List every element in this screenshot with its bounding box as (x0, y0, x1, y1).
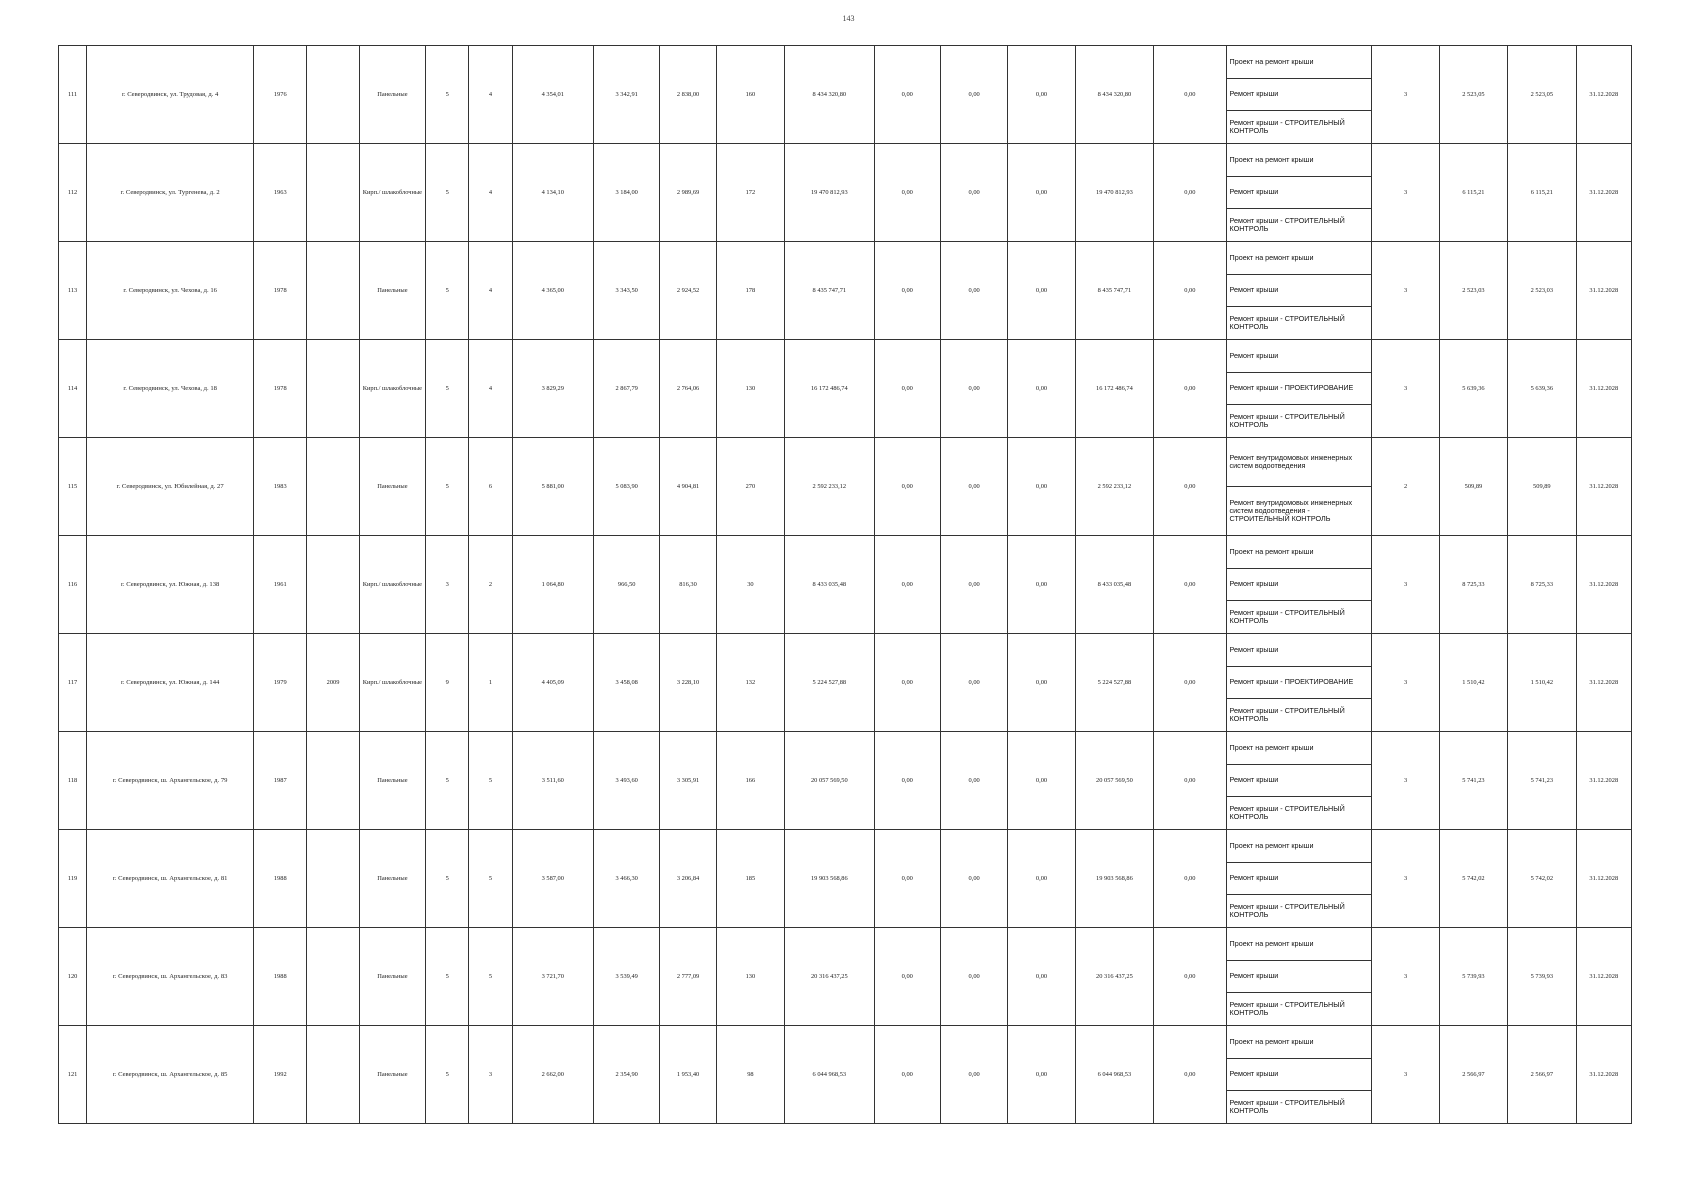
unit-cost-cell: 1 510,42 (1439, 634, 1507, 732)
owners-fund-cell: 8 434 320,80 (1075, 46, 1153, 144)
work-type-item: Ремонт крыши - СТРОИТЕЛЬНЫЙ КОНТРОЛЬ (1229, 411, 1345, 430)
fund-3-cell: 0,00 (1008, 340, 1075, 438)
other-fund-cell: 0,00 (1154, 1026, 1226, 1124)
fund-2-cell: 0,00 (940, 732, 1007, 830)
unit-cost-cell: 2 566,97 (1439, 1026, 1507, 1124)
limit-cost-cell: 2 523,03 (1508, 242, 1576, 340)
work-types-list (1227, 144, 1372, 241)
fund-1-cell: 0,00 (874, 46, 940, 144)
work-count-cell: 3 (1372, 144, 1439, 242)
address-cell: г. Северодвинск, ул. Чехова, д. 18 (87, 340, 254, 438)
fund-2-cell: 0,00 (940, 634, 1007, 732)
year-reconstruction-cell: 2009 (307, 634, 359, 732)
work-type-item: Проект на ремонт крыши (1227, 1026, 1372, 1059)
floors-cell: 5 (426, 46, 469, 144)
residents-cell: 130 (716, 928, 784, 1026)
work-count-cell: 3 (1372, 830, 1439, 928)
total-cost-cell: 8 433 035,48 (785, 536, 875, 634)
entrances-cell: 5 (469, 830, 512, 928)
deadline-cell: 31.12.2028 (1576, 340, 1631, 438)
entrances-cell: 2 (469, 536, 512, 634)
year-reconstruction-cell (307, 242, 359, 340)
year-built-cell: 1976 (254, 46, 307, 144)
work-type-item: Ремонт крыши - СТРОИТЕЛЬНЫЙ КОНТРОЛЬ (1229, 901, 1345, 920)
other-fund-cell: 0,00 (1154, 732, 1226, 830)
other-fund-cell: 0,00 (1154, 830, 1226, 928)
deadline-cell: 31.12.2028 (1576, 46, 1631, 144)
fund-2-cell: 0,00 (940, 242, 1007, 340)
total-area-cell: 4 405,09 (512, 634, 593, 732)
work-type-item: Ремонт внутридомовых инженерных систем водоотведения - СТРОИТЕЛЬНЫЙ КОНТРОЛЬ (1229, 497, 1353, 524)
wall-material-cell: Панельные (359, 46, 425, 144)
limit-cost-cell: 5 741,23 (1508, 732, 1576, 830)
table-row (59, 144, 1632, 242)
living-area-cell: 3 466,30 (594, 830, 660, 928)
address-cell: г. Северодвинск, ш. Архангельское, д. 81 (87, 830, 254, 928)
limit-cost-cell: 509,89 (1508, 438, 1576, 536)
residential-area-cell: 2 777,09 (660, 928, 716, 1026)
floors-cell: 5 (426, 340, 469, 438)
other-fund-cell: 0,00 (1154, 242, 1226, 340)
work-type-item: Ремонт крыши - ПРОЕКТИРОВАНИЕ (1227, 667, 1372, 700)
living-area-cell: 3 458,08 (594, 634, 660, 732)
address-cell: г. Северодвинск, ул. Трудовая, д. 4 (87, 46, 254, 144)
fund-1-cell: 0,00 (874, 144, 940, 242)
floors-cell: 5 (426, 732, 469, 830)
fund-1-cell: 0,00 (874, 1026, 940, 1124)
residential-area-cell: 3 305,91 (660, 732, 716, 830)
work-type-item: Проект на ремонт крыши (1227, 242, 1372, 275)
work-count-cell: 3 (1372, 928, 1439, 1026)
residents-cell: 166 (716, 732, 784, 830)
living-area-cell: 3 342,91 (594, 46, 660, 144)
fund-1-cell: 0,00 (874, 830, 940, 928)
table-row (59, 1026, 1632, 1124)
residents-cell: 172 (716, 144, 784, 242)
entrances-cell: 4 (469, 340, 512, 438)
total-cost-cell: 19 903 568,86 (785, 830, 875, 928)
work-type-item: Проект на ремонт крыши (1227, 46, 1372, 79)
floors-cell: 5 (426, 438, 469, 536)
address-cell: г. Северодвинск, ш. Архангельское, д. 85 (87, 1026, 254, 1124)
deadline-cell: 31.12.2028 (1576, 928, 1631, 1026)
residents-cell: 185 (716, 830, 784, 928)
floors-cell: 5 (426, 144, 469, 242)
floors-cell: 3 (426, 536, 469, 634)
total-cost-cell: 20 316 437,25 (785, 928, 875, 1026)
limit-cost-cell: 1 510,42 (1508, 634, 1576, 732)
residents-cell: 132 (716, 634, 784, 732)
total-area-cell: 3 721,70 (512, 928, 593, 1026)
work-type-item: Ремонт крыши - СТРОИТЕЛЬНЫЙ КОНТРОЛЬ (1229, 999, 1345, 1018)
owners-fund-cell: 5 224 527,88 (1075, 634, 1153, 732)
work-types-cell (1226, 340, 1372, 438)
limit-cost-cell: 8 725,33 (1508, 536, 1576, 634)
work-type-item: Проект на ремонт крыши (1227, 732, 1372, 765)
table-row (59, 536, 1632, 634)
living-area-cell: 2 867,79 (594, 340, 660, 438)
fund-1-cell: 0,00 (874, 732, 940, 830)
row-number: 117 (59, 634, 87, 732)
work-type-item: Ремонт крыши (1227, 765, 1372, 798)
work-type-item: Ремонт крыши - СТРОИТЕЛЬНЫЙ КОНТРОЛЬ (1229, 705, 1345, 724)
wall-material-cell: Панельные (359, 732, 425, 830)
owners-fund-cell: 8 435 747,71 (1075, 242, 1153, 340)
fund-2-cell: 0,00 (940, 1026, 1007, 1124)
limit-cost-cell: 5 639,36 (1508, 340, 1576, 438)
fund-3-cell: 0,00 (1008, 928, 1075, 1026)
year-built-cell: 1963 (254, 144, 307, 242)
limit-cost-cell: 2 523,05 (1508, 46, 1576, 144)
fund-1-cell: 0,00 (874, 242, 940, 340)
work-type-item: Проект на ремонт крыши (1227, 830, 1372, 863)
year-built-cell: 1978 (254, 242, 307, 340)
work-count-cell: 3 (1372, 46, 1439, 144)
address-cell: г. Северодвинск, ш. Архангельское, д. 83 (87, 928, 254, 1026)
total-cost-cell: 2 592 233,12 (785, 438, 875, 536)
fund-2-cell: 0,00 (940, 340, 1007, 438)
total-area-cell: 2 662,00 (512, 1026, 593, 1124)
entrances-cell: 4 (469, 46, 512, 144)
fund-3-cell: 0,00 (1008, 732, 1075, 830)
wall-material-cell: Кирп./ шлакоблочные (359, 340, 425, 438)
work-types-cell (1226, 928, 1372, 1026)
row-number: 116 (59, 536, 87, 634)
owners-fund-cell: 16 172 486,74 (1075, 340, 1153, 438)
fund-1-cell: 0,00 (874, 928, 940, 1026)
work-type-item: Ремонт крыши - СТРОИТЕЛЬНЫЙ КОНТРОЛЬ (1229, 1097, 1345, 1116)
floors-cell: 5 (426, 1026, 469, 1124)
work-types-cell (1226, 830, 1372, 928)
deadline-cell: 31.12.2028 (1576, 536, 1631, 634)
fund-3-cell: 0,00 (1008, 46, 1075, 144)
fund-2-cell: 0,00 (940, 144, 1007, 242)
work-types-cell (1226, 144, 1372, 242)
year-reconstruction-cell (307, 1026, 359, 1124)
entrances-cell: 5 (469, 732, 512, 830)
total-area-cell: 1 064,80 (512, 536, 593, 634)
work-type-item: Ремонт крыши (1227, 275, 1372, 308)
fund-3-cell: 0,00 (1008, 830, 1075, 928)
unit-cost-cell: 2 523,05 (1439, 46, 1507, 144)
wall-material-cell: Панельные (359, 438, 425, 536)
work-types-cell (1226, 634, 1372, 732)
work-type-item: Ремонт крыши (1227, 634, 1372, 667)
total-cost-cell: 5 224 527,88 (785, 634, 875, 732)
work-types-cell (1226, 242, 1372, 340)
owners-fund-cell: 2 592 233,12 (1075, 438, 1153, 536)
other-fund-cell: 0,00 (1154, 144, 1226, 242)
table-row (59, 438, 1632, 536)
floors-cell: 5 (426, 928, 469, 1026)
work-type-item: Ремонт внутридомовых инженерных систем водоотведения (1227, 438, 1372, 487)
address-cell: г. Северодвинск, ш. Архангельское, д. 79 (87, 732, 254, 830)
work-type-item: Ремонт крыши - ПРОЕКТИРОВАНИЕ (1227, 373, 1372, 406)
unit-cost-cell: 5 639,36 (1439, 340, 1507, 438)
other-fund-cell: 0,00 (1154, 340, 1226, 438)
work-types-list (1227, 536, 1372, 633)
table-row (59, 340, 1632, 438)
fund-3-cell: 0,00 (1008, 144, 1075, 242)
work-count-cell: 3 (1372, 634, 1439, 732)
floors-cell: 9 (426, 634, 469, 732)
other-fund-cell: 0,00 (1154, 634, 1226, 732)
owners-fund-cell: 8 433 035,48 (1075, 536, 1153, 634)
living-area-cell: 3 493,60 (594, 732, 660, 830)
row-number: 121 (59, 1026, 87, 1124)
table-row (59, 46, 1632, 144)
year-reconstruction-cell (307, 732, 359, 830)
year-reconstruction-cell (307, 438, 359, 536)
repair-program-table (58, 45, 1632, 1124)
wall-material-cell: Панельные (359, 1026, 425, 1124)
wall-material-cell: Панельные (359, 242, 425, 340)
fund-2-cell: 0,00 (940, 46, 1007, 144)
year-built-cell: 1978 (254, 340, 307, 438)
total-area-cell: 4 134,10 (512, 144, 593, 242)
work-type-item: Ремонт крыши - СТРОИТЕЛЬНЫЙ КОНТРОЛЬ (1229, 803, 1345, 822)
deadline-cell: 31.12.2028 (1576, 242, 1631, 340)
residents-cell: 98 (716, 1026, 784, 1124)
year-built-cell: 1961 (254, 536, 307, 634)
table-row (59, 928, 1632, 1026)
work-type-item: Ремонт крыши (1227, 340, 1372, 373)
work-types-list (1227, 438, 1372, 535)
total-area-cell: 4 354,01 (512, 46, 593, 144)
other-fund-cell: 0,00 (1154, 46, 1226, 144)
total-area-cell: 3 511,60 (512, 732, 593, 830)
fund-3-cell: 0,00 (1008, 1026, 1075, 1124)
limit-cost-cell: 5 739,93 (1508, 928, 1576, 1026)
unit-cost-cell: 509,89 (1439, 438, 1507, 536)
entrances-cell: 5 (469, 928, 512, 1026)
address-cell: г. Северодвинск, ул. Чехова, д. 16 (87, 242, 254, 340)
residential-area-cell: 2 924,52 (660, 242, 716, 340)
unit-cost-cell: 8 725,33 (1439, 536, 1507, 634)
residential-area-cell: 1 953,40 (660, 1026, 716, 1124)
row-number: 111 (59, 46, 87, 144)
deadline-cell: 31.12.2028 (1576, 144, 1631, 242)
living-area-cell: 3 184,00 (594, 144, 660, 242)
year-built-cell: 1992 (254, 1026, 307, 1124)
fund-2-cell: 0,00 (940, 830, 1007, 928)
total-cost-cell: 20 057 569,50 (785, 732, 875, 830)
fund-3-cell: 0,00 (1008, 536, 1075, 634)
residential-area-cell: 3 228,10 (660, 634, 716, 732)
year-built-cell: 1987 (254, 732, 307, 830)
address-cell: г. Северодвинск, ул. Южная, д. 138 (87, 536, 254, 634)
work-count-cell: 3 (1372, 536, 1439, 634)
work-type-item: Проект на ремонт крыши (1227, 144, 1372, 177)
floors-cell: 5 (426, 830, 469, 928)
entrances-cell: 4 (469, 242, 512, 340)
wall-material-cell: Кирп./ шлакоблочные (359, 144, 425, 242)
residents-cell: 178 (716, 242, 784, 340)
residents-cell: 30 (716, 536, 784, 634)
row-number: 113 (59, 242, 87, 340)
residents-cell: 130 (716, 340, 784, 438)
limit-cost-cell: 6 115,21 (1508, 144, 1576, 242)
residential-area-cell: 4 904,81 (660, 438, 716, 536)
work-type-item: Ремонт крыши - СТРОИТЕЛЬНЫЙ КОНТРОЛЬ (1229, 117, 1345, 136)
year-built-cell: 1983 (254, 438, 307, 536)
wall-material-cell: Панельные (359, 830, 425, 928)
other-fund-cell: 0,00 (1154, 438, 1226, 536)
living-area-cell: 3 539,49 (594, 928, 660, 1026)
deadline-cell: 31.12.2028 (1576, 732, 1631, 830)
residential-area-cell: 2 764,06 (660, 340, 716, 438)
total-cost-cell: 8 434 320,80 (785, 46, 875, 144)
residential-area-cell: 2 838,00 (660, 46, 716, 144)
limit-cost-cell: 5 742,02 (1508, 830, 1576, 928)
row-number: 120 (59, 928, 87, 1026)
fund-1-cell: 0,00 (874, 634, 940, 732)
living-area-cell: 5 083,90 (594, 438, 660, 536)
work-types-cell (1226, 732, 1372, 830)
unit-cost-cell: 5 742,02 (1439, 830, 1507, 928)
table-row (59, 634, 1632, 732)
other-fund-cell: 0,00 (1154, 536, 1226, 634)
fund-3-cell: 0,00 (1008, 634, 1075, 732)
other-fund-cell: 0,00 (1154, 928, 1226, 1026)
unit-cost-cell: 5 739,93 (1439, 928, 1507, 1026)
total-area-cell: 3 829,29 (512, 340, 593, 438)
limit-cost-cell: 2 566,97 (1508, 1026, 1576, 1124)
row-number: 112 (59, 144, 87, 242)
row-number: 115 (59, 438, 87, 536)
work-types-list (1227, 928, 1372, 1025)
fund-2-cell: 0,00 (940, 438, 1007, 536)
living-area-cell: 2 354,90 (594, 1026, 660, 1124)
fund-1-cell: 0,00 (874, 438, 940, 536)
total-cost-cell: 8 435 747,71 (785, 242, 875, 340)
row-number: 119 (59, 830, 87, 928)
work-type-item: Ремонт крыши (1227, 177, 1372, 210)
total-area-cell: 3 587,00 (512, 830, 593, 928)
residential-area-cell: 2 989,69 (660, 144, 716, 242)
owners-fund-cell: 20 316 437,25 (1075, 928, 1153, 1026)
wall-material-cell: Кирп./ шлакоблочные (359, 536, 425, 634)
residents-cell: 270 (716, 438, 784, 536)
work-type-item: Ремонт крыши (1227, 863, 1372, 896)
year-reconstruction-cell (307, 340, 359, 438)
work-types-cell (1226, 438, 1372, 536)
work-type-item: Ремонт крыши (1227, 569, 1372, 602)
work-type-item: Ремонт крыши - СТРОИТЕЛЬНЫЙ КОНТРОЛЬ (1229, 313, 1345, 332)
work-type-item: Проект на ремонт крыши (1227, 536, 1372, 569)
work-type-item: Ремонт крыши - СТРОИТЕЛЬНЫЙ КОНТРОЛЬ (1229, 215, 1345, 234)
table-row (59, 242, 1632, 340)
year-reconstruction-cell (307, 830, 359, 928)
work-types-list (1227, 830, 1372, 927)
work-types-list (1227, 242, 1372, 339)
deadline-cell: 31.12.2028 (1576, 634, 1631, 732)
address-cell: г. Северодвинск, ул. Южная, д. 144 (87, 634, 254, 732)
work-count-cell: 3 (1372, 340, 1439, 438)
fund-3-cell: 0,00 (1008, 438, 1075, 536)
living-area-cell: 966,50 (594, 536, 660, 634)
floors-cell: 5 (426, 242, 469, 340)
year-reconstruction-cell (307, 46, 359, 144)
work-types-list (1227, 634, 1372, 731)
fund-2-cell: 0,00 (940, 928, 1007, 1026)
fund-1-cell: 0,00 (874, 536, 940, 634)
row-number: 118 (59, 732, 87, 830)
owners-fund-cell: 6 044 968,53 (1075, 1026, 1153, 1124)
unit-cost-cell: 2 523,03 (1439, 242, 1507, 340)
address-cell: г. Северодвинск, ул. Тургенева, д. 2 (87, 144, 254, 242)
year-built-cell: 1988 (254, 928, 307, 1026)
work-type-item: Ремонт крыши (1227, 961, 1372, 994)
work-count-cell: 3 (1372, 1026, 1439, 1124)
address-cell: г. Северодвинск, ул. Юбилейная, д. 27 (87, 438, 254, 536)
year-built-cell: 1988 (254, 830, 307, 928)
year-reconstruction-cell (307, 928, 359, 1026)
fund-3-cell: 0,00 (1008, 242, 1075, 340)
entrances-cell: 6 (469, 438, 512, 536)
unit-cost-cell: 5 741,23 (1439, 732, 1507, 830)
work-type-item: Ремонт крыши (1227, 79, 1372, 112)
wall-material-cell: Панельные (359, 928, 425, 1026)
work-types-list (1227, 340, 1372, 437)
living-area-cell: 3 343,50 (594, 242, 660, 340)
year-reconstruction-cell (307, 536, 359, 634)
work-types-list (1227, 46, 1372, 143)
owners-fund-cell: 20 057 569,50 (1075, 732, 1153, 830)
owners-fund-cell: 19 903 568,86 (1075, 830, 1153, 928)
total-cost-cell: 16 172 486,74 (785, 340, 875, 438)
total-area-cell: 5 881,00 (512, 438, 593, 536)
work-type-item: Проект на ремонт крыши (1227, 928, 1372, 961)
work-types-cell (1226, 46, 1372, 144)
entrances-cell: 1 (469, 634, 512, 732)
row-number: 114 (59, 340, 87, 438)
work-types-list (1227, 732, 1372, 829)
owners-fund-cell: 19 470 812,93 (1075, 144, 1153, 242)
wall-material-cell: Кирп./ шлакоблочные (359, 634, 425, 732)
deadline-cell: 31.12.2028 (1576, 830, 1631, 928)
fund-1-cell: 0,00 (874, 340, 940, 438)
entrances-cell: 4 (469, 144, 512, 242)
deadline-cell: 31.12.2028 (1576, 1026, 1631, 1124)
total-cost-cell: 6 044 968,53 (785, 1026, 875, 1124)
page-number: 143 (842, 14, 855, 23)
residential-area-cell: 3 206,84 (660, 830, 716, 928)
total-cost-cell: 19 470 812,93 (785, 144, 875, 242)
work-type-item: Ремонт крыши - СТРОИТЕЛЬНЫЙ КОНТРОЛЬ (1229, 607, 1345, 626)
work-types-list (1227, 1026, 1372, 1123)
deadline-cell: 31.12.2028 (1576, 438, 1631, 536)
year-built-cell: 1979 (254, 634, 307, 732)
entrances-cell: 3 (469, 1026, 512, 1124)
work-count-cell: 2 (1372, 438, 1439, 536)
unit-cost-cell: 6 115,21 (1439, 144, 1507, 242)
work-type-item: Ремонт крыши (1227, 1059, 1372, 1092)
table-row (59, 732, 1632, 830)
table-row (59, 830, 1632, 928)
year-reconstruction-cell (307, 144, 359, 242)
work-types-cell (1226, 536, 1372, 634)
work-count-cell: 3 (1372, 242, 1439, 340)
work-types-cell (1226, 1026, 1372, 1124)
work-count-cell: 3 (1372, 732, 1439, 830)
total-area-cell: 4 365,00 (512, 242, 593, 340)
residential-area-cell: 816,30 (660, 536, 716, 634)
residents-cell: 160 (716, 46, 784, 144)
fund-2-cell: 0,00 (940, 536, 1007, 634)
